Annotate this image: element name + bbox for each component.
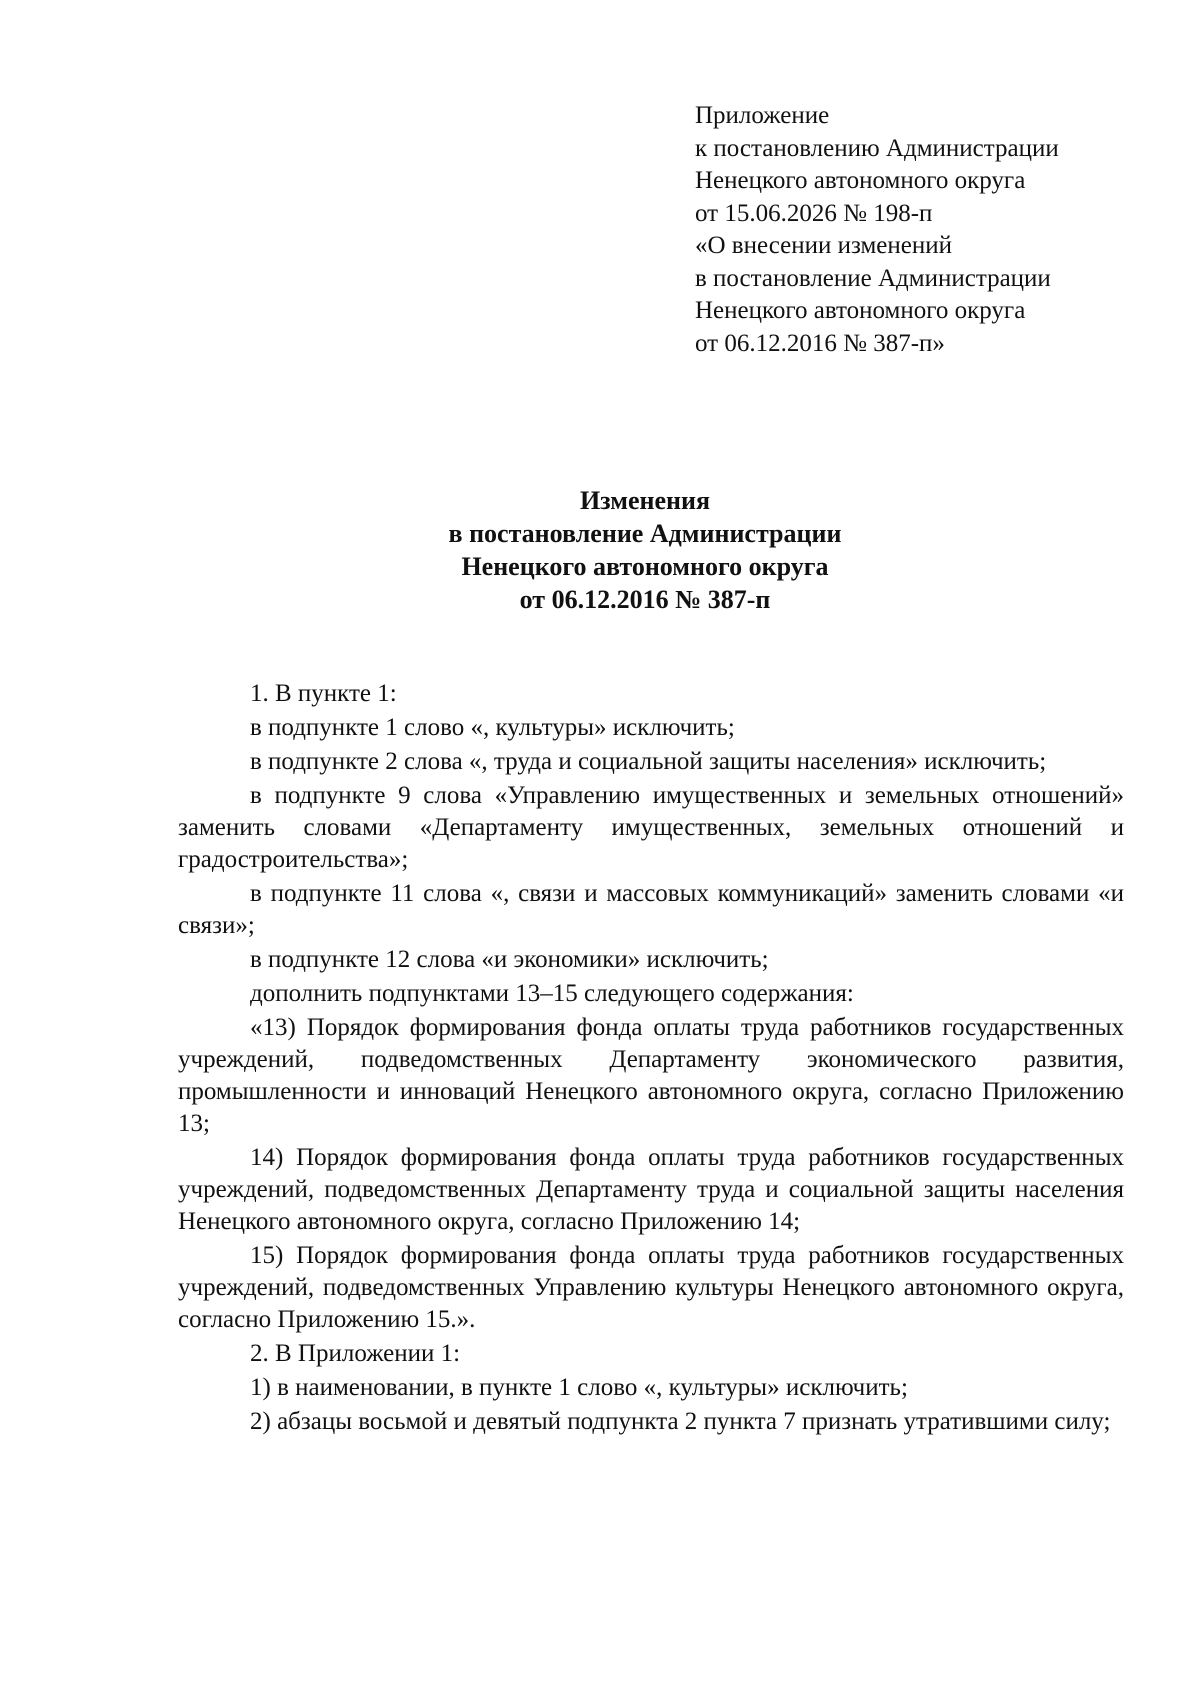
paragraph: 15) Порядок формирования фонда оплаты труда работников государственных учреждений, подведомственных Управлению культуры Ненецкого автономного округа, согласно Приложению 15.». (178, 1242, 1124, 1333)
document-body (178, 678, 1124, 1438)
appendix-header (695, 100, 1165, 360)
title-line: от 06.12.2016 № 387-п (519, 585, 771, 614)
paragraph: 2. В Приложении 1: (250, 1340, 461, 1367)
document-title (170, 484, 1120, 616)
paragraph: дополнить подпунктами 13–15 следующего содержания: (250, 980, 854, 1007)
paragraph: 2) абзацы восьмой и девятый подпункта 2 пункта 7 признать утратившими силу; (250, 1408, 1111, 1435)
paragraph: «13) Порядок формирования фонда оплаты труда работников государственных учреждений, подведомственных Департаменту экономического развития, промышленности и инноваций Ненецкого автономного округа, согласно Приложению 13; (178, 1014, 1124, 1137)
title-line: Изменения (579, 486, 711, 515)
title-line: в постановление Администрации (448, 519, 842, 548)
appendix-line: от 06.12.2016 № 387-п» (695, 329, 945, 357)
paragraph: 1. В пункте 1: (250, 680, 397, 707)
appendix-line: к постановлению Администрации (695, 134, 1059, 162)
appendix-line: Ненецкого автономного округа (695, 297, 1026, 324)
appendix-line: «О внесении изменений (695, 232, 953, 259)
paragraph: в подпункте 9 слова «Управлению имущественных и земельных отношений» заменить словами «Департаменту имущественных, земельных отношений и градостроительства»; (178, 782, 1124, 873)
paragraph: в подпункте 11 слова «, связи и массовых коммуникаций» заменить словами «и связи»; (178, 880, 1124, 939)
paragraph: 14) Порядок формирования фонда оплаты труда работников государственных учреждений, подведомственных Департаменту труда и социальной защиты населения Ненецкого автономного округа, согласно Приложению 14; (178, 1144, 1124, 1235)
paragraph: в подпункте 2 слова «, труда и социальной защиты населения» исключить; (250, 748, 1047, 775)
appendix-line: Ненецкого автономного округа (695, 167, 1026, 194)
appendix-line: Приложение (695, 102, 830, 129)
paragraph: в подпункте 1 слово «, культуры» исключить; (250, 714, 735, 741)
title-line: Ненецкого автономного округа (461, 552, 829, 581)
appendix-line: в постановление Администрации (695, 264, 1051, 292)
appendix-line: от 15.06.2026 № 198-п (695, 199, 933, 227)
paragraph: 1) в наименовании, в пункте 1 слово «, культуры» исключить; (250, 1374, 908, 1401)
paragraph: в подпункте 12 слова «и экономики» исключить; (250, 946, 769, 973)
